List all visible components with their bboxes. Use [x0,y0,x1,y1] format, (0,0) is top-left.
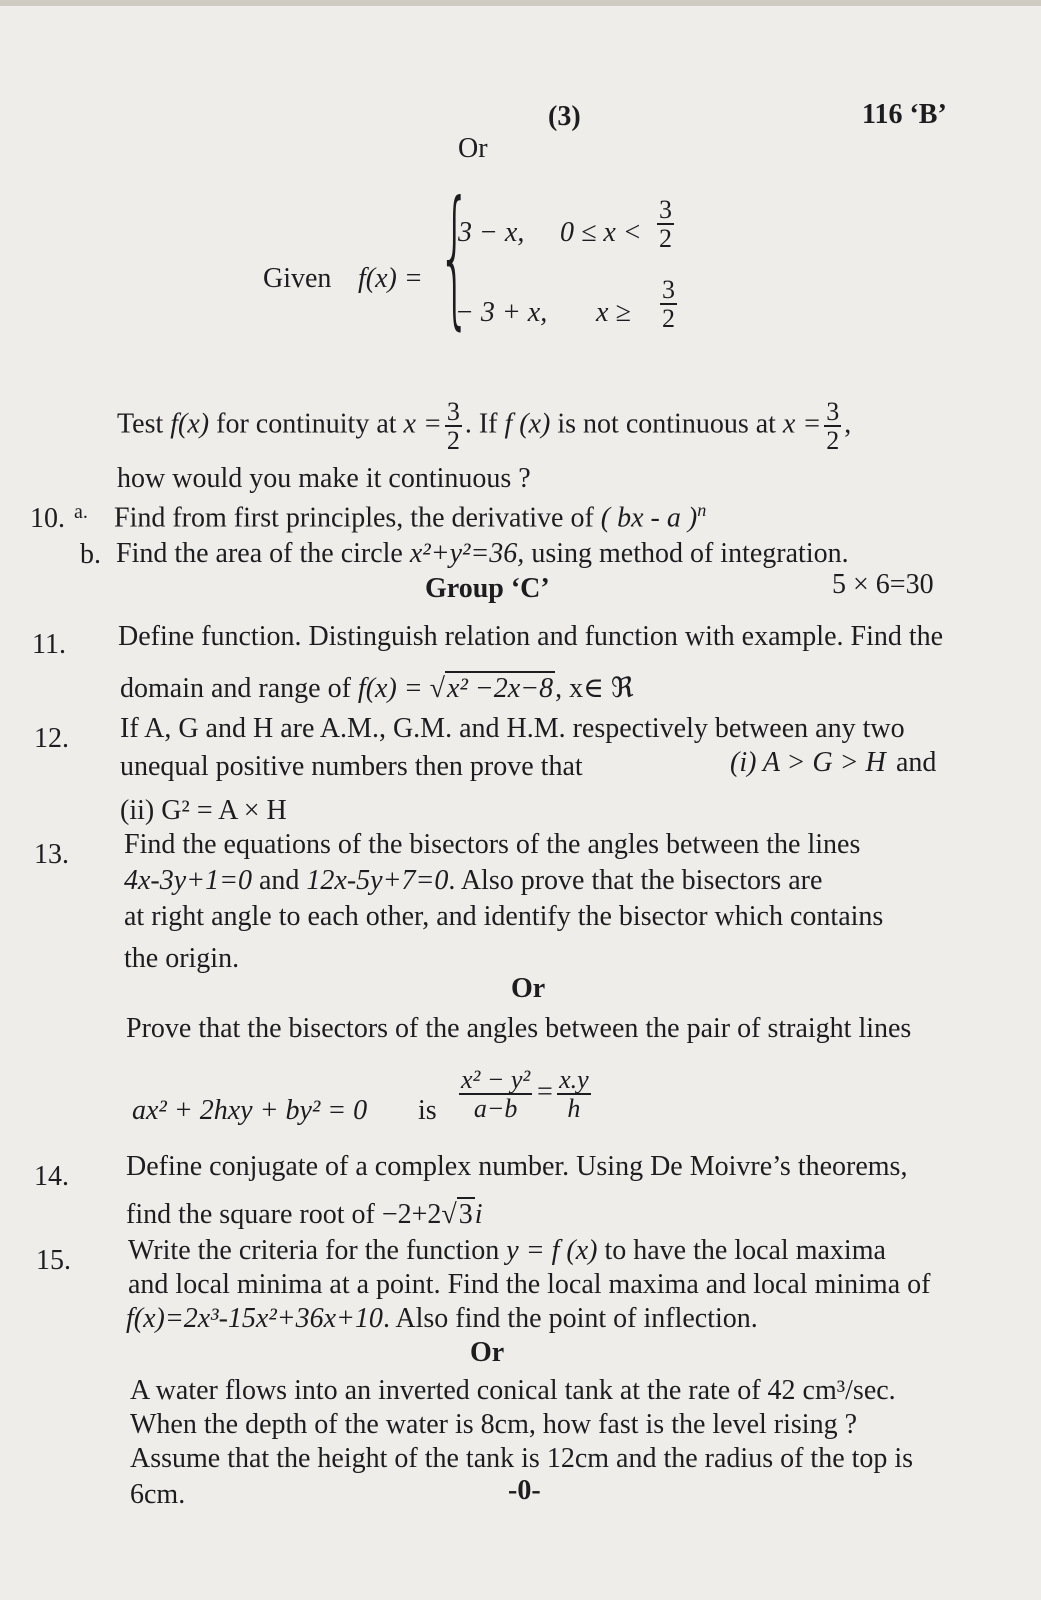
q12-line2b: (i) A > G > H [730,747,886,778]
frac2-num: x.y [559,1065,589,1094]
q14-number: 14. [34,1161,69,1192]
q15-or-line4: 6cm. [130,1479,186,1510]
q11-number: 11. [32,629,66,660]
text: x = [782,408,822,440]
paper-code: 116 ‘B’ [862,99,947,130]
text: , [844,408,852,440]
text: Find from first principles, the derivative of [114,502,594,534]
math: f(x) = [357,673,423,704]
frac-den: 2 [446,426,460,456]
math: , x∈ ℜ [555,673,634,704]
q10-b-line [116,537,849,571]
frac-num: 3 [659,195,672,224]
text: domain and range of [120,673,351,704]
equals-sign: = [535,1076,555,1108]
math: i [474,1199,483,1230]
text: for continuity at [216,408,397,440]
frac-den: 2 [659,224,672,254]
q13-line1: Find the equations of the bisectors of the angles between the lines [124,829,861,860]
q13-line3: at right angle to each other, and identify the bisector which contains [124,901,884,932]
q13-or-fractions [456,1066,594,1123]
math: 12x-5y+7=0 [306,865,449,896]
q12-line3: (ii) G² = A × H [120,795,287,826]
text: . Also find the point of inflection. [382,1303,758,1334]
piece2-cond: x ≥ [596,297,631,328]
page-number: (3) [548,101,581,132]
math: −2+2 [381,1199,442,1230]
q13-line2 [124,864,822,898]
math: y = f (x) [506,1235,598,1266]
frac1-num: x² − y² [461,1065,531,1094]
text: and [258,865,300,896]
group-title: Group ‘C’ [425,573,550,604]
q13-number: 13. [34,839,69,870]
or-label-q15: Or [470,1337,505,1368]
q11-line1: Define function. Distinguish relation and function with example. Find the [118,621,944,652]
text: f(x) [170,408,210,440]
piece1-cond: 0 ≤ x < [560,217,642,248]
q15-number: 15. [36,1245,71,1276]
fx-label: f(x) = [358,263,423,294]
q10-a-label: a. [74,501,88,523]
q15-line1 [128,1234,886,1268]
frac2-den: h [567,1094,581,1124]
q13-line4: the origin. [124,943,240,974]
math: f(x)=2x³-15x²+36x+10 [126,1303,383,1334]
frac-den: 2 [662,304,675,334]
text: using method of integration. [531,538,849,569]
frac-num: 3 [662,275,675,304]
sqrt-content: 3 [458,1199,473,1230]
q12-line2a: unequal positive numbers then prove that [120,751,583,782]
text: find the square root of [126,1199,375,1230]
text: . If [464,408,498,440]
text: Write the criteria for the function [128,1235,500,1266]
q15-or-line3: Assume that the height of the tank is 12cm and the radius of the top is [130,1443,914,1474]
q13-or-eq: ax² + 2hxy + by² = 0 [132,1095,368,1126]
end-mark: -0- [508,1475,541,1506]
frac-den: 2 [826,426,840,456]
piecewise-brace: { [438,170,472,344]
q13-or-line1: Prove that the bisectors of the angles between the pair of straight lines [126,1013,912,1044]
group-marks: 5 × 6=30 [832,569,934,600]
q12-number: 12. [34,723,69,754]
text: Find the area of the circle [116,538,403,569]
q11-line2: domain and range of f(x) = √x² −2x−8, x∈ ℜ [120,673,634,704]
or-label-q9: Or [458,133,488,164]
given-label: Given [263,263,332,294]
piece1-expr: 3 − x, [458,217,525,248]
q15-line2: and local minima at a point. Find the local maxima and local minima of [128,1269,931,1300]
q13-or-is: is [418,1095,437,1126]
text: f (x) [504,408,551,440]
q15-or-line2: When the depth of the water is 8cm, how fast is the level rising ? [130,1409,858,1440]
q9-line2: how would you make it continuous ? [117,463,531,494]
sqrt-content: x² −2x−8 [447,673,554,704]
piece2-frac [657,276,680,333]
text: to have the local maxima [604,1235,886,1266]
frac-num: 3 [446,397,460,426]
text: Test [117,408,164,440]
frac-num: 3 [826,397,840,426]
text: . Also prove that the bisectors are [448,865,823,896]
page-top-edge [0,0,1041,6]
q12-line1: If A, G and H are A.M., G.M. and H.M. respectively between any two [120,713,905,744]
q15-or-line1: A water flows into an inverted conical tank at the rate of 42 cm³/sec. [130,1375,896,1406]
frac1-den: a−b [473,1094,518,1124]
piece2-expr: − 3 + x, [455,297,548,328]
q15-line3 [126,1302,758,1336]
q14-line2: find the square root of −2+2√3i [126,1199,483,1230]
or-label-q13: Or [511,973,546,1004]
q14-line1: Define conjugate of a complex number. Using De Moivre’s theorems, [126,1151,908,1182]
text: is not continuous at [557,408,776,440]
math: ( bx - a ) [600,502,698,534]
q10-number: 10. [30,503,65,534]
exponent: n [697,500,707,520]
q10-b-label: b. [80,539,101,570]
math: 4x-3y+1=0 [124,865,252,896]
q9-test-line [117,398,851,455]
text: x = [403,408,442,440]
math: x²+y²=36, [409,538,525,569]
piece1-frac [654,196,677,253]
q12-line2c: and [896,747,937,778]
q10-a-line [114,500,706,535]
